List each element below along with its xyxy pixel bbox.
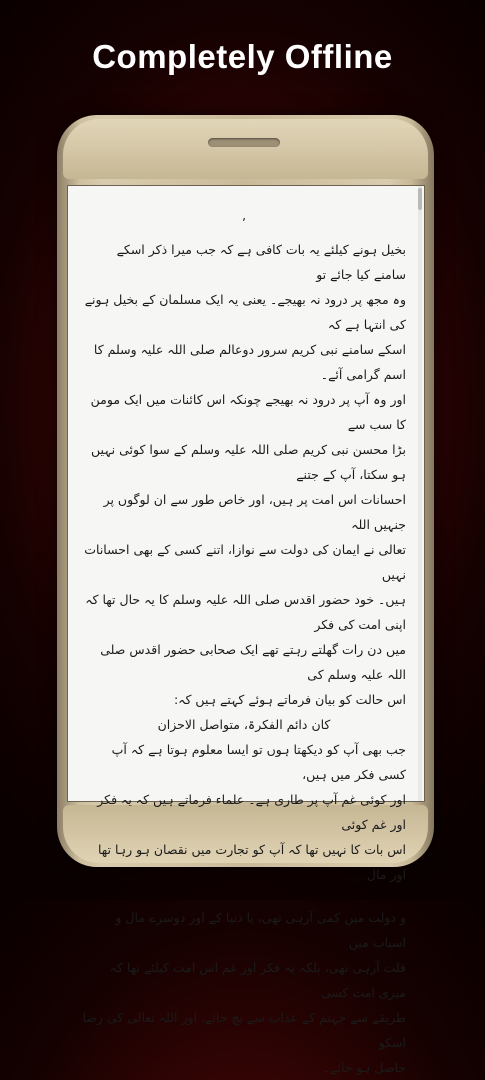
text-line: حاصل ہو جائے۔ (322, 1060, 406, 1075)
text-line: بڑا محسن نبی کریم صلی اللہ علیہ وسلم کے سوا کوئی نہیں ہو سکتا، آپ کے جتنے (91, 442, 406, 482)
text-line: جب بھی آپ کو دیکھتا ہوں تو ایسا معلوم ہوتا ہے کہ آپ کسی فکر میں ہیں، (111, 742, 406, 782)
book-page (82, 210, 406, 1080)
text-line: اسکے سامنے نبی کریم سرور دوعالم صلی اللہ علیہ وسلم کا اسم گرامی آئے۔ (93, 342, 406, 382)
text-line: اس حالت کو بیان فرماتے ہوئے کہتے ہیں کہ: (173, 692, 406, 707)
page-mark: ٬ (242, 215, 246, 230)
phone-frame (57, 115, 434, 1075)
arabic-quote: کان دائم الفکرۃ، متواصل الاحزان (157, 717, 331, 732)
speaker-grille-icon (208, 138, 280, 147)
text-line: تعالی نے ایمان کی دولت سے نوازا، اتنے کسی کے بھی احسانات نہیں (84, 542, 406, 582)
text-line: احسانات اس امت پر ہیں، اور خاص طور سے ان لوگوں پر جنہیں اللہ (103, 492, 406, 532)
text-line: قلت آرہی تھی، بلکہ یہ فکر اور غم اس امت کیلئے تھا کہ میری امت کسی (109, 960, 406, 1000)
reader-screen[interactable] (67, 185, 425, 1075)
text-line: ہیں۔ خود حضور اقدس صلی اللہ علیہ وسلم کا یہ حال تھا کہ اپنی امت کی فکر (85, 592, 406, 632)
scrollbar-thumb[interactable] (418, 188, 422, 210)
headline: Completely Offline (92, 38, 393, 75)
text-line: طریقے سے جہنم کے عذاب سے بچ جائے، اور اللہ تعالی کی رضا اسکو (82, 1010, 406, 1050)
scrollbar-track[interactable] (418, 186, 422, 801)
text-line: و دولت میں کمی آرہی تھی، یا دنیا کے اور دوسرے مال و اسباب میں (115, 910, 406, 950)
text-line: اور وہ آپ پر درود نہ بھیجے چونکہ اس کائنات میں ایک مومن کا سب سے (90, 392, 406, 432)
text-line: اور کوئی غم آپ پر طاری ہے۔ علماء فرماتے ہیں کہ یہ فکر اور غم کوئی (97, 792, 406, 832)
text-line: وہ مجھ پر درود نہ بھیجے۔ یعنی یہ ایک مسلمان کے بخیل ہونے کی انتہا ہے کہ (84, 292, 406, 332)
phone-top-bezel (63, 119, 428, 179)
paragraph-gap (82, 887, 406, 905)
text-line: اس بات کا نہیں تھا کہ آپ کو تجارت میں نقصان ہو رہا تھا اور مال (97, 842, 406, 882)
text-line: بخیل ہونے کیلئے یہ بات کافی ہے کہ جب میرا ذکر اسکے سامنے کیا جائے تو (116, 242, 406, 282)
text-line: میں دن رات گھلتے رہتے تھے ایک صحابی حضور اقدس صلی اللہ علیہ وسلم کی (100, 642, 406, 682)
